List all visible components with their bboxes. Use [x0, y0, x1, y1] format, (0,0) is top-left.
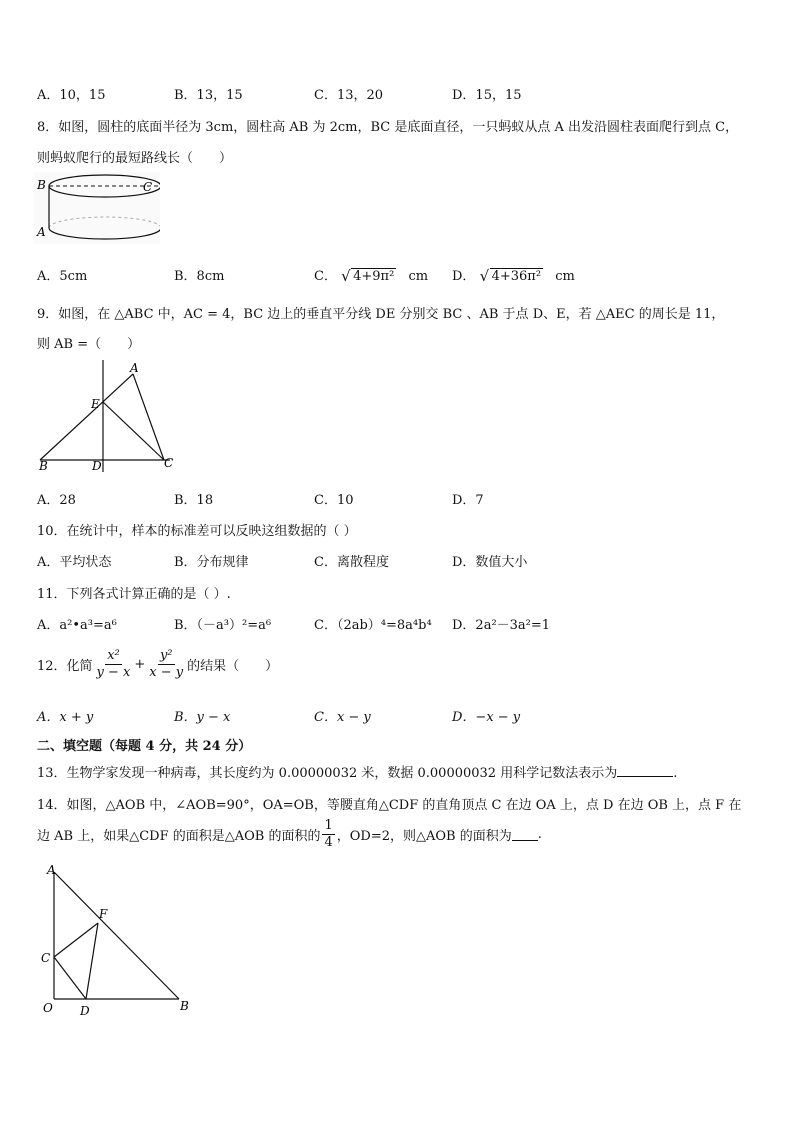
q9-option-b: B．18	[174, 493, 214, 508]
q11-option-b: B．（－a³）²=a⁶	[174, 618, 272, 633]
label-o: O	[43, 1001, 53, 1015]
q12-option-b: B．y − x	[174, 710, 231, 725]
q14-stem-line2: 边 AB 上，如果△CDF 的面积是△AOB 的面积的 $\frac{1}{4}$ ，OD=2，则△AOB 的面积为 .	[37, 818, 542, 850]
q14-stem-line1: 14．如图，△AOB 中，∠AOB=90°，OA=OB，等腰直角△CDF 的直角顶点 C 在边 OA 上，点 D 在边 OB 上，点 F 在	[37, 798, 742, 813]
label-c: C	[164, 456, 174, 470]
q8-option-a: A．5cm	[37, 269, 88, 284]
label-d: D	[92, 459, 102, 473]
label-a: A	[130, 361, 139, 375]
q10-option-d: D．数值大小	[452, 555, 528, 570]
label-d: D	[80, 1004, 90, 1018]
label-c: C	[143, 180, 153, 194]
triangle-abc-figure	[34, 360, 184, 475]
triangle-aob-figure	[38, 860, 198, 1020]
q10-stem: 10．在统计中，样本的标准差可以反映这组数据的（ ）	[37, 524, 357, 539]
label-a: A	[47, 863, 56, 877]
label-b: B	[37, 178, 46, 192]
q13-stem: 13．生物学家发现一种病毒，其长度约为 0.00000032 米，数据 0.00000032 用科学记数法表示为 .	[37, 766, 678, 781]
q12-option-d: D．−x − y	[452, 710, 521, 725]
q9-stem-line1: 9．如图，在 △ABC 中，AC = 4，BC 边上的垂直平分线 DE 分别交 BC 、AB 于点 D、E，若 △AEC 的周长是 11，	[37, 307, 725, 322]
q7-option-b: B．13，15	[174, 88, 243, 103]
q12-stem: 12．化简 $\frac{\text{x²}}{y - x}$ + $\frac{\text{y²}}{x - y}$ 的结果（ ）	[37, 648, 279, 680]
q11-option-c: C．（2ab）⁴=8a⁴b⁴	[314, 618, 432, 633]
label-a: A	[37, 225, 46, 239]
label-b: B	[180, 999, 189, 1013]
q8-stem-line1: 8．如图，圆柱的底面半径为 3cm，圆柱高 AB 为 2cm，BC 是底面直径，一只蚂蚁从点 A 出发沿圆柱表面爬行到点 C，	[37, 120, 739, 135]
q8-option-d: D． √ 4+36π² cm	[452, 267, 575, 285]
label-b: B	[39, 459, 48, 473]
q7-option-d: D．15，15	[452, 88, 522, 103]
q9-stem-line2: 则 AB =（ ）	[37, 337, 141, 352]
q12-option-a: A．x + y	[37, 710, 94, 725]
q8-stem-line2: 则蚂蚁爬行的最短路线长（ ）	[37, 151, 233, 166]
q7-option-c: C．13，20	[314, 88, 384, 103]
cylinder-figure	[34, 172, 160, 244]
label-f: F	[99, 907, 108, 921]
q12-option-c: C．x − y	[314, 710, 371, 725]
label-e: E	[91, 397, 100, 411]
q10-option-a: A．平均状态	[37, 555, 112, 570]
q9-option-a: A．28	[37, 493, 76, 508]
q11-stem: 11．下列各式计算正确的是（ ）.	[37, 587, 231, 602]
q8-option-b: B．8cm	[174, 269, 225, 284]
q10-option-b: B．分布规律	[174, 555, 249, 570]
q11-option-d: D．2a²－3a²=1	[452, 618, 551, 633]
q11-option-a: A．a²•a³=a⁶	[37, 618, 117, 633]
q9-option-c: C．10	[314, 493, 354, 508]
q7-option-a: A．10，15	[37, 88, 106, 103]
q8-option-c: C． √ 4+9π² cm	[314, 267, 429, 285]
section-heading: 二、填空题（每题 4 分，共 24 分）	[37, 739, 252, 754]
q10-option-c: C．离散程度	[314, 555, 389, 570]
q9-option-d: D．7	[452, 493, 484, 508]
label-c: C	[41, 951, 51, 965]
